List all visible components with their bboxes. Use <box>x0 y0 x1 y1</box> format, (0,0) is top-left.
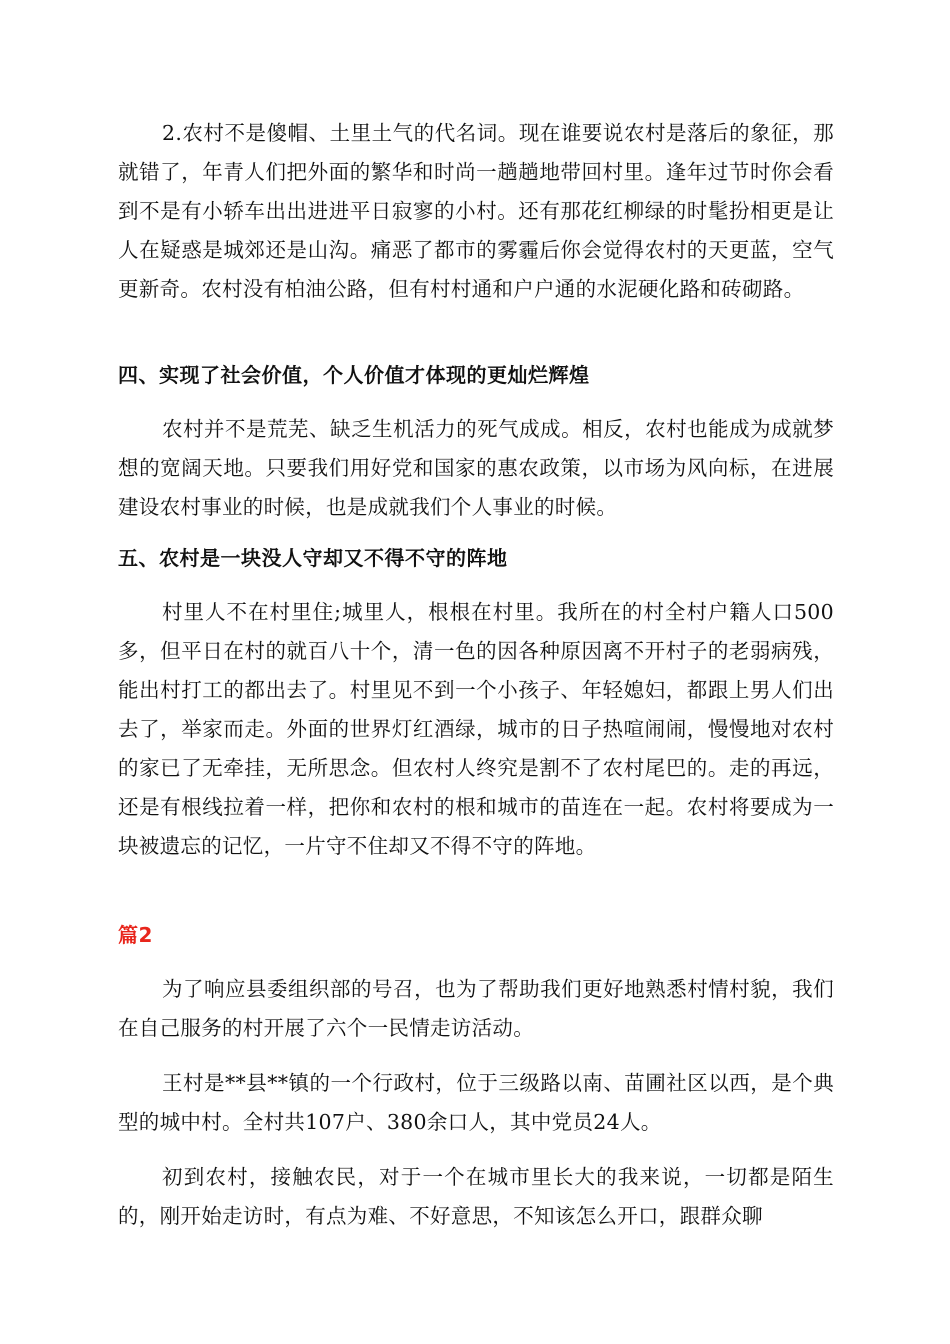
heading-section-five: 五、农村是一块没人守却又不得不守的阵地 <box>118 546 508 570</box>
paragraph-rural-opportunity: 农村并不是荒芜、缺乏生机活力的死气成成。相反，农村也能成为成就梦想的宽阔天地。只要我们用好党和国家的惠农政策，以市场为风向标，在进展建设农村事业的时候，也是成就我们个人事业的时候。 <box>118 417 834 519</box>
paragraph-village-population: 村里人不在村里住;城里人，根根在村里。我所在的村全村户籍人口500多，但平日在村的就百八十个，清一色的因各种原因离不开村子的老弱病残，能出村打工的都出去了。村里见不到一个小孩子、年轻媳妇，都跟上男人们出去了，举家而走。外面的世界灯红酒绿，城市的日子热喧闹闹，慢慢地对农村的家已了无牵挂，无所思念。但农村人终究是割不了农村尾巴的。走的再远，还是有根线拉着一样，把你和农村的根和城市的苗连在一起。农村将要成为一块被遗忘的记忆，一片守不住却又不得不守的阵地。 <box>118 600 834 858</box>
paragraph-rural-not-backward: 2.农村不是傻帽、土里土气的代名词。现在谁要说农村是落后的象征，那就错了，年青人们把外面的繁华和时尚一趟趟地带回村里。逢年过节时你会看到不是有小轿车出出进进平日寂寥的小村。还有那花红柳绿的时髦扮相更是让人在疑惑是城郊还是山沟。痛恶了都市的雾霾后你会觉得农村的天更蓝，空气更新奇。农村没有柏油公路，但有村村通和户户通的水泥硬化路和砖砌路。 <box>118 121 834 301</box>
paragraph-first-visit: 初到农村，接触农民，对于一个在城市里长大的我来说，一切都是陌生的，刚开始走访时，有点为难、不好意思，不知该怎么开口，跟群众聊 <box>118 1165 834 1228</box>
paragraph-wang-village: 王村是**县**镇的一个行政村，位于三级路以南、苗圃社区以西，是个典型的城中村。全村共107户、380余口人，其中党员24人。 <box>118 1071 834 1134</box>
section-title-part-2: 篇2 <box>118 923 153 947</box>
heading-section-four: 四、实现了社会价值，个人价值才体现的更灿烂辉煌 <box>118 363 590 387</box>
paragraph-visit-activity: 为了响应县委组织部的号召，也为了帮助我们更好地熟悉村情村貌，我们在自己服务的村开展了六个一民情走访活动。 <box>118 977 834 1040</box>
